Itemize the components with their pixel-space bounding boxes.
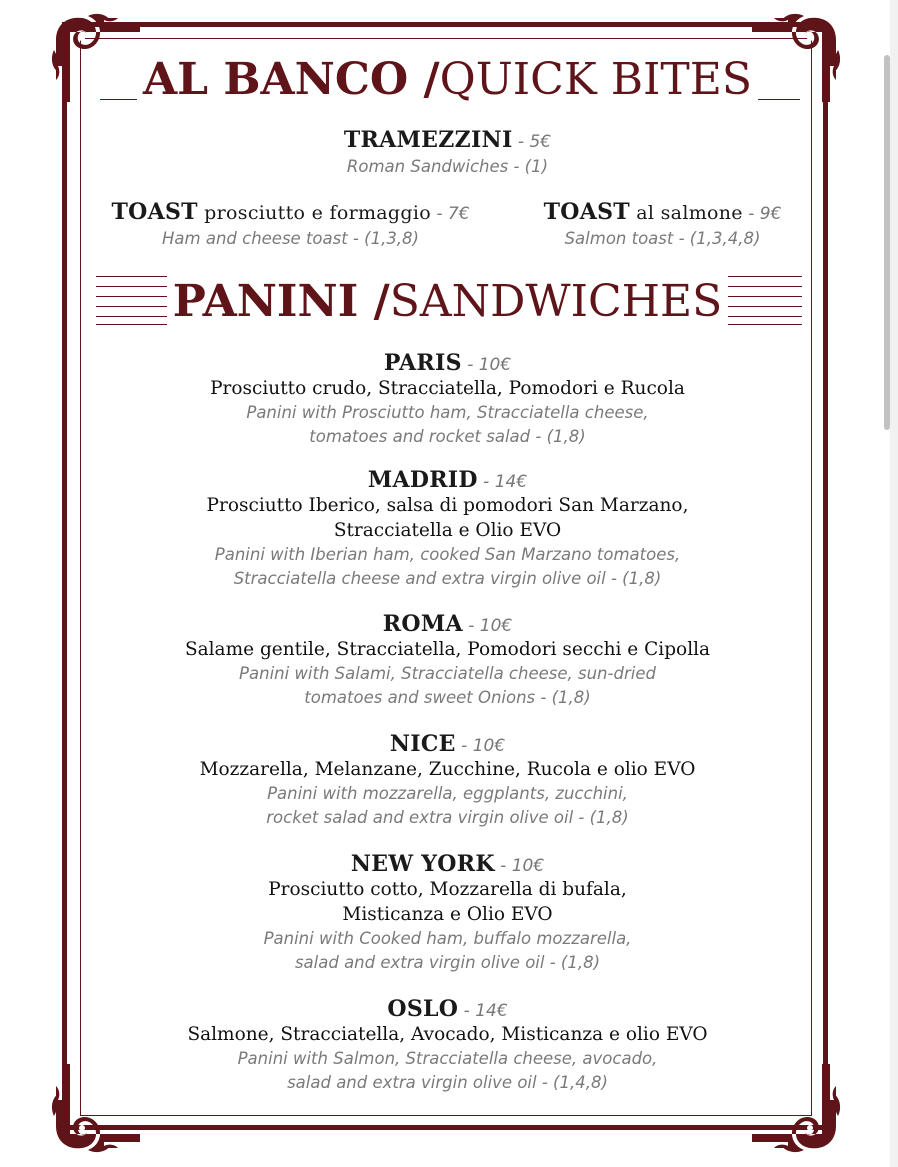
item-price: - 7€ (430, 204, 470, 224)
item-ingredients: Salame gentile, Stracciatella, Pomodori secchi e Cipolla (184, 639, 711, 660)
item-description: Ham and cheese toast - (1,3,8) (162, 229, 419, 248)
menu-item-toast-salmon (500, 199, 825, 251)
item-price: - 14€ (477, 472, 528, 492)
scrollbar-thumb[interactable] (884, 55, 890, 430)
section-title-bold: PANINI / (167, 276, 390, 327)
item-name: MADRID (367, 467, 478, 493)
item-description: Panini with Prosciutto ham, Stracciatella cheese, (246, 403, 649, 422)
item-price: - 9€ (742, 204, 782, 224)
menu-item-roma (95, 611, 800, 710)
item-price: - 14€ (458, 1001, 508, 1021)
item-ingredients: Prosciutto crudo, Stracciatella, Pomodori e Rucola (210, 378, 685, 399)
menu-item-new-york (95, 851, 800, 975)
item-description: Roman Sandwiches - (1) (346, 157, 549, 176)
item-name: TOAST (543, 199, 630, 225)
item-price: - 10€ (494, 856, 545, 876)
menu-item-nice (95, 731, 800, 830)
section-title-quick-bites (95, 54, 800, 105)
item-ingredients: Mozzarella, Melanzane, Zucchine, Rucola e olio EVO (199, 759, 696, 780)
section-title-light: SANDWICHES (390, 276, 729, 327)
item-description: tomatoes and rocket salad - (1,8) (309, 427, 586, 446)
item-ingredients: Stracciatella e Olio EVO (333, 520, 562, 541)
item-description: salad and extra virgin olive oil - (1,8) (294, 953, 601, 972)
item-description: Panini with Iberian ham, cooked San Marzano tomatoes, (214, 545, 681, 564)
item-description: tomatoes and sweet Onions - (1,8) (304, 688, 591, 707)
item-name: ROMA (382, 611, 463, 637)
item-name: TOAST (111, 199, 198, 225)
item-name: OSLO (387, 996, 459, 1022)
item-price: - 10€ (462, 616, 513, 636)
item-ingredients: Prosciutto cotto, Mozzarella di bufala, (268, 879, 627, 900)
item-description: Panini with Cooked ham, buffalo mozzarella, (263, 929, 632, 948)
item-description: Panini with Salmon, Stracciatella cheese, avocado, (237, 1049, 658, 1068)
item-ingredients: Prosciutto Iberico, salsa di pomodori San Marzano, (206, 495, 689, 516)
item-price: - 10€ (455, 736, 506, 756)
menu-item-madrid (95, 467, 800, 591)
item-description: salad and extra virgin olive oil - (1,4,8) (287, 1073, 608, 1092)
item-description: rocket salad and extra virgin olive oil - (1,8) (266, 808, 629, 827)
menu-item-toast-ham (108, 199, 473, 251)
item-price: - 10€ (461, 355, 512, 375)
item-name-suffix: prosciutto e formaggio (197, 202, 431, 224)
menu-item-paris (95, 350, 800, 449)
item-description: Salmon toast - (1,3,4,8) (564, 229, 761, 248)
item-name: PARIS (383, 350, 462, 376)
item-ingredients: Misticanza e Olio EVO (342, 904, 553, 925)
menu-item-tramezzini (95, 127, 800, 179)
item-name-suffix: al salmone (629, 202, 743, 224)
item-ingredients: Salmone, Stracciatella, Avocado, Misticanza e olio EVO (187, 1024, 708, 1045)
item-name: NEW YORK (350, 851, 495, 877)
section-title-bold: AL BANCO / (137, 54, 440, 105)
item-name: TRAMEZZINI (343, 127, 513, 153)
item-name: NICE (389, 731, 456, 757)
scrollbar-track[interactable] (890, 0, 898, 1167)
section-title-light: QUICK BITES (440, 54, 758, 105)
item-description: Stracciatella cheese and extra virgin olive oil - (1,8) (233, 569, 662, 588)
item-description: Panini with mozzarella, eggplants, zucchini, (267, 784, 628, 803)
item-price: - 5€ (512, 132, 552, 152)
menu-item-oslo (95, 996, 800, 1095)
section-title-panini (95, 276, 800, 327)
item-description: Panini with Salami, Stracciatella cheese, sun-dried (239, 664, 656, 683)
